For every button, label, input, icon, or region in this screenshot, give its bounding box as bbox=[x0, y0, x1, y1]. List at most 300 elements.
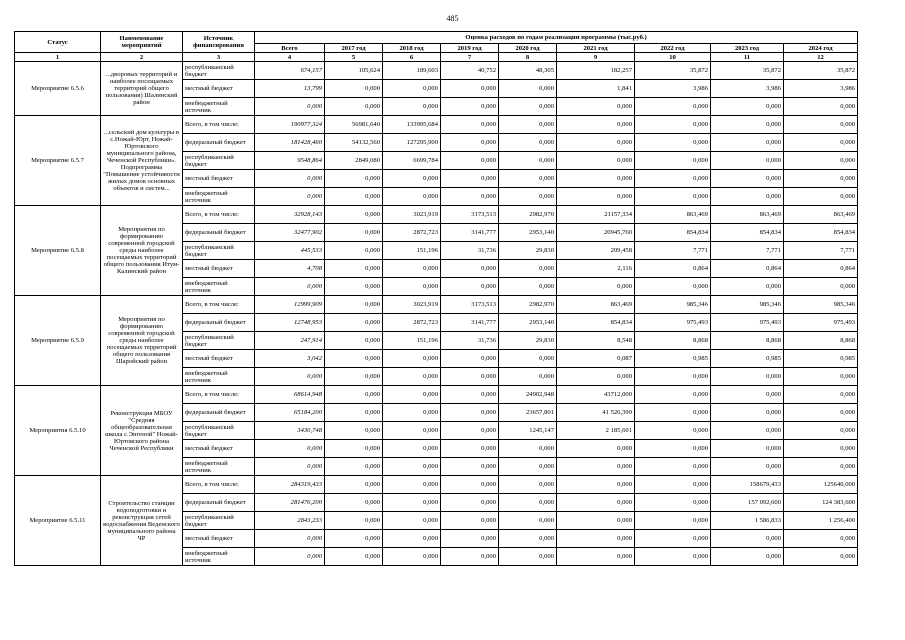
year-value-cell: 0,000 bbox=[784, 98, 858, 116]
year-value-cell: 0,000 bbox=[557, 134, 635, 152]
year-value-cell: 0,000 bbox=[441, 494, 499, 512]
year-value-cell: 0,000 bbox=[441, 512, 499, 530]
year-value-cell: 41 526,399 bbox=[557, 404, 635, 422]
year-value-cell: 0,000 bbox=[325, 260, 383, 278]
year-value-cell: 3141,777 bbox=[441, 314, 499, 332]
header-year: 2020 год bbox=[499, 44, 557, 53]
source-cell: внебюджетный источник bbox=[183, 458, 255, 476]
year-value-cell: 0,000 bbox=[325, 368, 383, 386]
year-value-cell: 0,000 bbox=[441, 422, 499, 440]
year-value-cell: 0,000 bbox=[383, 494, 441, 512]
year-value-cell: 1 586,833 bbox=[711, 512, 784, 530]
total-value-cell: 0,000 bbox=[255, 548, 325, 566]
year-value-cell: 0,000 bbox=[499, 278, 557, 296]
year-value-cell: 0,000 bbox=[499, 80, 557, 98]
year-value-cell: 1245,147 bbox=[499, 422, 557, 440]
year-value-cell: 0,000 bbox=[499, 116, 557, 134]
year-value-cell: 0,000 bbox=[441, 260, 499, 278]
year-value-cell: 0,000 bbox=[325, 278, 383, 296]
year-value-cell: 2953,140 bbox=[499, 314, 557, 332]
year-value-cell: 0,000 bbox=[441, 80, 499, 98]
year-value-cell: 29,830 bbox=[499, 332, 557, 350]
source-cell: федеральный бюджет bbox=[183, 314, 255, 332]
year-value-cell: 0,000 bbox=[784, 170, 858, 188]
total-value-cell: 32928,143 bbox=[255, 206, 325, 224]
year-value-cell: 0,000 bbox=[383, 440, 441, 458]
year-value-cell: 0,000 bbox=[711, 170, 784, 188]
year-value-cell: 0,000 bbox=[711, 440, 784, 458]
year-value-cell: 3,986 bbox=[784, 80, 858, 98]
year-value-cell: 0,000 bbox=[784, 404, 858, 422]
year-value-cell: 0,000 bbox=[499, 512, 557, 530]
activity-name-cell: Строительство станции водоподготовки и реконструкция сетей водоснабжения Веденского муниципального района ЧР bbox=[101, 476, 183, 566]
year-value-cell: 151,196 bbox=[383, 332, 441, 350]
year-value-cell: 0,000 bbox=[635, 512, 711, 530]
year-value-cell: 2849,080 bbox=[325, 152, 383, 170]
year-value-cell: 40,752 bbox=[441, 62, 499, 80]
year-value-cell: 54132,560 bbox=[325, 134, 383, 152]
year-value-cell: 2982,970 bbox=[499, 296, 557, 314]
expense-table bbox=[14, 31, 858, 566]
year-value-cell: 35,872 bbox=[711, 62, 784, 80]
year-value-cell: 0,000 bbox=[499, 368, 557, 386]
year-value-cell: 0,000 bbox=[711, 386, 784, 404]
year-value-cell: 2,116 bbox=[557, 260, 635, 278]
year-value-cell: 35,872 bbox=[635, 62, 711, 80]
year-value-cell: 0,000 bbox=[557, 368, 635, 386]
column-index: 7 bbox=[441, 53, 499, 62]
total-value-cell: 0,000 bbox=[255, 278, 325, 296]
year-value-cell: 0,000 bbox=[499, 170, 557, 188]
year-value-cell: 985,346 bbox=[784, 296, 858, 314]
source-cell: местный бюджет bbox=[183, 260, 255, 278]
year-value-cell: 21157,334 bbox=[557, 206, 635, 224]
year-value-cell: 0,000 bbox=[711, 404, 784, 422]
year-value-cell: 0,000 bbox=[557, 458, 635, 476]
year-value-cell: 0,000 bbox=[784, 548, 858, 566]
year-value-cell: 0,000 bbox=[325, 98, 383, 116]
year-value-cell: 8,868 bbox=[784, 332, 858, 350]
year-value-cell: 0,000 bbox=[325, 530, 383, 548]
year-value-cell: 0,000 bbox=[784, 368, 858, 386]
year-value-cell: 0,000 bbox=[383, 458, 441, 476]
year-value-cell: 0,000 bbox=[383, 278, 441, 296]
year-value-cell: 0,000 bbox=[441, 188, 499, 206]
year-value-cell: 31,736 bbox=[441, 242, 499, 260]
year-value-cell: 0,000 bbox=[711, 530, 784, 548]
year-value-cell: 0,000 bbox=[499, 530, 557, 548]
year-value-cell: 0,000 bbox=[441, 530, 499, 548]
column-index: 9 bbox=[557, 53, 635, 62]
year-value-cell: 0,000 bbox=[557, 188, 635, 206]
year-value-cell: 35,872 bbox=[784, 62, 858, 80]
table-row bbox=[15, 386, 858, 404]
year-value-cell: 0,000 bbox=[635, 458, 711, 476]
year-value-cell: 48,305 bbox=[499, 62, 557, 80]
year-value-cell: 2872,723 bbox=[383, 314, 441, 332]
source-cell: местный бюджет bbox=[183, 440, 255, 458]
year-value-cell: 0,000 bbox=[441, 170, 499, 188]
activity-name-cell: ...дворовых территорий и наиболее посещаемых территорий общего пользования) Шалинский район bbox=[101, 62, 183, 116]
total-value-cell: 674,157 bbox=[255, 62, 325, 80]
column-index: 11 bbox=[711, 53, 784, 62]
status-cell: Мероприятие 6.5.8 bbox=[15, 206, 101, 296]
year-value-cell: 0,000 bbox=[557, 278, 635, 296]
year-value-cell: 43712,000 bbox=[557, 386, 635, 404]
year-value-cell: 0,000 bbox=[635, 422, 711, 440]
source-cell: федеральный бюджет bbox=[183, 494, 255, 512]
column-index: 3 bbox=[183, 53, 255, 62]
year-value-cell: 0,000 bbox=[711, 152, 784, 170]
year-value-cell: 0,000 bbox=[383, 260, 441, 278]
year-value-cell: 0,000 bbox=[499, 152, 557, 170]
year-value-cell: 0,000 bbox=[635, 548, 711, 566]
year-value-cell: 0,000 bbox=[325, 476, 383, 494]
year-value-cell: 3173,513 bbox=[441, 296, 499, 314]
year-value-cell: 0,000 bbox=[325, 80, 383, 98]
total-value-cell: 3,042 bbox=[255, 350, 325, 368]
year-value-cell: 3173,513 bbox=[441, 206, 499, 224]
total-value-cell: 190977,324 bbox=[255, 116, 325, 134]
year-value-cell: 0,000 bbox=[441, 278, 499, 296]
year-value-cell: 0,000 bbox=[635, 476, 711, 494]
source-cell: местный бюджет bbox=[183, 80, 255, 98]
year-value-cell: 7,771 bbox=[711, 242, 784, 260]
column-index: 12 bbox=[784, 53, 858, 62]
year-value-cell: 0,000 bbox=[325, 332, 383, 350]
year-value-cell: 0,000 bbox=[441, 116, 499, 134]
year-value-cell: 0,000 bbox=[383, 80, 441, 98]
year-value-cell: 6699,784 bbox=[383, 152, 441, 170]
activity-name-cell: Мероприятия по формированию современной городской среды наиболее посещаемых территорий общего пользования Итум-Калинский район bbox=[101, 206, 183, 296]
source-cell: республиканский бюджет bbox=[183, 332, 255, 350]
year-value-cell: 0,000 bbox=[383, 386, 441, 404]
table-row bbox=[15, 206, 858, 224]
source-cell: внебюджетный источник bbox=[183, 368, 255, 386]
year-value-cell: 0,985 bbox=[784, 350, 858, 368]
year-value-cell: 3,986 bbox=[711, 80, 784, 98]
year-value-cell: 0,000 bbox=[325, 170, 383, 188]
year-value-cell: 0,000 bbox=[557, 440, 635, 458]
source-cell: республиканский бюджет bbox=[183, 242, 255, 260]
year-value-cell: 0,000 bbox=[499, 188, 557, 206]
total-value-cell: 0,000 bbox=[255, 368, 325, 386]
total-value-cell: 284319,433 bbox=[255, 476, 325, 494]
header-estimate: Оценка расходов по годам реализации программы (тыс.руб.) bbox=[255, 32, 858, 44]
year-value-cell: 105,624 bbox=[325, 62, 383, 80]
year-value-cell: 125640,000 bbox=[784, 476, 858, 494]
year-value-cell: 0,000 bbox=[784, 278, 858, 296]
column-index: 10 bbox=[635, 53, 711, 62]
year-value-cell: 0,000 bbox=[325, 404, 383, 422]
year-value-cell: 0,000 bbox=[784, 386, 858, 404]
year-value-cell: 24902,948 bbox=[499, 386, 557, 404]
year-value-cell: 8,548 bbox=[557, 332, 635, 350]
year-value-cell: 20945,760 bbox=[557, 224, 635, 242]
year-value-cell: 0,864 bbox=[711, 260, 784, 278]
year-value-cell: 0,000 bbox=[325, 422, 383, 440]
year-value-cell: 8,868 bbox=[711, 332, 784, 350]
year-value-cell: 0,000 bbox=[441, 476, 499, 494]
year-value-cell: 2953,140 bbox=[499, 224, 557, 242]
year-value-cell: 0,000 bbox=[383, 512, 441, 530]
year-value-cell: 0,000 bbox=[784, 116, 858, 134]
year-value-cell: 0,000 bbox=[711, 458, 784, 476]
year-value-cell: 0,000 bbox=[383, 404, 441, 422]
year-value-cell: 0,000 bbox=[499, 458, 557, 476]
source-cell: республиканский бюджет bbox=[183, 422, 255, 440]
year-value-cell: 29,830 bbox=[499, 242, 557, 260]
year-value-cell: 2982,970 bbox=[499, 206, 557, 224]
year-value-cell: 0,000 bbox=[383, 530, 441, 548]
year-value-cell: 0,000 bbox=[441, 134, 499, 152]
year-value-cell: 0,000 bbox=[325, 224, 383, 242]
year-value-cell: 0,000 bbox=[635, 188, 711, 206]
header-total: Всего bbox=[255, 44, 325, 53]
status-cell: Мероприятие 6.5.7 bbox=[15, 116, 101, 206]
year-value-cell: 0,000 bbox=[325, 242, 383, 260]
total-value-cell: 0,000 bbox=[255, 98, 325, 116]
table-header bbox=[15, 32, 858, 62]
year-value-cell: 0,000 bbox=[325, 548, 383, 566]
year-value-cell: 0,000 bbox=[499, 350, 557, 368]
year-value-cell: 0,000 bbox=[557, 170, 635, 188]
year-value-cell: 854,834 bbox=[557, 314, 635, 332]
year-value-cell: 0,985 bbox=[711, 350, 784, 368]
year-value-cell: 2 185,601 bbox=[557, 422, 635, 440]
total-value-cell: 0,000 bbox=[255, 458, 325, 476]
year-value-cell: 0,000 bbox=[635, 116, 711, 134]
year-value-cell: 189,603 bbox=[383, 62, 441, 80]
year-value-cell: 0,000 bbox=[557, 512, 635, 530]
source-cell: федеральный бюджет bbox=[183, 224, 255, 242]
table-body bbox=[15, 62, 858, 566]
year-value-cell: 0,000 bbox=[784, 530, 858, 548]
column-index: 1 bbox=[15, 53, 101, 62]
year-value-cell: 0,000 bbox=[325, 512, 383, 530]
year-value-cell: 0,000 bbox=[711, 116, 784, 134]
header-source: Источник финансирования bbox=[183, 32, 255, 53]
year-value-cell: 0,000 bbox=[635, 278, 711, 296]
year-value-cell: 0,000 bbox=[635, 386, 711, 404]
year-value-cell: 124 383,600 bbox=[784, 494, 858, 512]
source-cell: республиканский бюджет bbox=[183, 152, 255, 170]
year-value-cell: 0,000 bbox=[784, 152, 858, 170]
year-value-cell: 3023,919 bbox=[383, 206, 441, 224]
year-value-cell: 0,000 bbox=[325, 296, 383, 314]
year-value-cell: 0,000 bbox=[383, 98, 441, 116]
year-value-cell: 863,469 bbox=[784, 206, 858, 224]
header-year: 2022 год bbox=[635, 44, 711, 53]
year-value-cell: 0,000 bbox=[635, 530, 711, 548]
year-value-cell: 127295,900 bbox=[383, 134, 441, 152]
year-value-cell: 0,000 bbox=[635, 440, 711, 458]
table-row bbox=[15, 296, 858, 314]
year-value-cell: 0,000 bbox=[711, 98, 784, 116]
year-value-cell: 0,000 bbox=[383, 170, 441, 188]
source-cell: внебюджетный источник bbox=[183, 548, 255, 566]
year-value-cell: 0,000 bbox=[784, 440, 858, 458]
header-year: 2017 год bbox=[325, 44, 383, 53]
year-value-cell: 0,000 bbox=[557, 152, 635, 170]
table-row bbox=[15, 62, 858, 80]
year-value-cell: 1,841 bbox=[557, 80, 635, 98]
year-value-cell: 0,000 bbox=[383, 188, 441, 206]
activity-name-cell: ...сельский дом культуры в с.Ножай-Юрт, Ножай-Юртовского муниципального района, Чеченской Республики». Подпрограмма "Повышение устойчивости жилых домов основных объектов и систем... bbox=[101, 116, 183, 206]
year-value-cell: 0,000 bbox=[635, 494, 711, 512]
source-cell: местный бюджет bbox=[183, 350, 255, 368]
source-cell: федеральный бюджет bbox=[183, 134, 255, 152]
year-value-cell: 31,736 bbox=[441, 332, 499, 350]
year-value-cell: 151,196 bbox=[383, 242, 441, 260]
header-year: 2023 год bbox=[711, 44, 784, 53]
year-value-cell: 0,000 bbox=[711, 368, 784, 386]
year-value-cell: 0,000 bbox=[499, 494, 557, 512]
column-index: 2 bbox=[101, 53, 183, 62]
year-value-cell: 0,000 bbox=[383, 548, 441, 566]
year-value-cell: 56981,640 bbox=[325, 116, 383, 134]
year-value-cell: 0,000 bbox=[325, 458, 383, 476]
year-value-cell: 8,868 bbox=[635, 332, 711, 350]
year-value-cell: 0,000 bbox=[441, 98, 499, 116]
year-value-cell: 854,834 bbox=[635, 224, 711, 242]
total-value-cell: 181428,460 bbox=[255, 134, 325, 152]
year-value-cell: 0,000 bbox=[383, 368, 441, 386]
year-value-cell: 975,493 bbox=[635, 314, 711, 332]
year-value-cell: 2872,723 bbox=[383, 224, 441, 242]
total-value-cell: 9548,864 bbox=[255, 152, 325, 170]
total-value-cell: 3430,748 bbox=[255, 422, 325, 440]
header-year: 2021 год bbox=[557, 44, 635, 53]
header-year: 2018 год bbox=[383, 44, 441, 53]
year-value-cell: 0,864 bbox=[784, 260, 858, 278]
year-value-cell: 3023,919 bbox=[383, 296, 441, 314]
year-value-cell: 0,000 bbox=[325, 188, 383, 206]
year-value-cell: 1 256,400 bbox=[784, 512, 858, 530]
source-cell: Всего, в том числе: bbox=[183, 386, 255, 404]
year-value-cell: 158679,433 bbox=[711, 476, 784, 494]
year-value-cell: 0,000 bbox=[325, 206, 383, 224]
status-cell: Мероприятие 6.5.9 bbox=[15, 296, 101, 386]
year-value-cell: 0,000 bbox=[557, 98, 635, 116]
total-value-cell: 247,914 bbox=[255, 332, 325, 350]
year-value-cell: 3,986 bbox=[635, 80, 711, 98]
year-value-cell: 0,087 bbox=[557, 350, 635, 368]
year-value-cell: 0,000 bbox=[441, 548, 499, 566]
year-value-cell: 0,000 bbox=[383, 422, 441, 440]
table-row bbox=[15, 476, 858, 494]
year-value-cell: 0,000 bbox=[441, 404, 499, 422]
source-cell: местный бюджет bbox=[183, 530, 255, 548]
year-value-cell: 0,000 bbox=[441, 350, 499, 368]
year-value-cell: 863,469 bbox=[635, 206, 711, 224]
source-cell: внебюджетный источник bbox=[183, 278, 255, 296]
page-number: 485 bbox=[446, 14, 459, 23]
source-cell: местный бюджет bbox=[183, 170, 255, 188]
total-value-cell: 0,000 bbox=[255, 170, 325, 188]
header-status: Статус bbox=[15, 32, 101, 53]
year-value-cell: 0,000 bbox=[711, 188, 784, 206]
total-value-cell: 4,708 bbox=[255, 260, 325, 278]
year-value-cell: 3141,777 bbox=[441, 224, 499, 242]
year-value-cell: 0,000 bbox=[441, 368, 499, 386]
year-value-cell: 182,257 bbox=[557, 62, 635, 80]
year-value-cell: 0,000 bbox=[325, 440, 383, 458]
year-value-cell: 0,000 bbox=[784, 134, 858, 152]
source-cell: Всего, в том числе: bbox=[183, 296, 255, 314]
year-value-cell: 0,000 bbox=[711, 422, 784, 440]
column-index: 8 bbox=[499, 53, 557, 62]
total-value-cell: 445,533 bbox=[255, 242, 325, 260]
year-value-cell: 0,000 bbox=[557, 116, 635, 134]
year-value-cell: 0,000 bbox=[635, 98, 711, 116]
header-year: 2019 год bbox=[441, 44, 499, 53]
year-value-cell: 157 092,600 bbox=[711, 494, 784, 512]
year-value-cell: 0,000 bbox=[499, 476, 557, 494]
year-value-cell: 0,000 bbox=[499, 260, 557, 278]
total-value-cell: 13,799 bbox=[255, 80, 325, 98]
year-value-cell: 23657,801 bbox=[499, 404, 557, 422]
year-value-cell: 0,000 bbox=[499, 548, 557, 566]
total-value-cell: 12999,909 bbox=[255, 296, 325, 314]
status-cell: Мероприятия 6.5.10 bbox=[15, 386, 101, 476]
source-cell: Всего, в том числе: bbox=[183, 206, 255, 224]
year-value-cell: 0,000 bbox=[499, 440, 557, 458]
year-value-cell: 0,000 bbox=[557, 476, 635, 494]
year-value-cell: 0,000 bbox=[635, 170, 711, 188]
year-value-cell: 0,985 bbox=[635, 350, 711, 368]
status-cell: Мероприятие 6.5.11 bbox=[15, 476, 101, 566]
total-value-cell: 0,000 bbox=[255, 530, 325, 548]
year-value-cell: 0,000 bbox=[499, 134, 557, 152]
year-value-cell: 0,000 bbox=[441, 458, 499, 476]
year-value-cell: 0,000 bbox=[441, 440, 499, 458]
source-cell: Всего, в том числе: bbox=[183, 116, 255, 134]
year-value-cell: 0,000 bbox=[784, 188, 858, 206]
column-index: 5 bbox=[325, 53, 383, 62]
year-value-cell: 0,000 bbox=[635, 368, 711, 386]
total-value-cell: 0,000 bbox=[255, 188, 325, 206]
year-value-cell: 0,000 bbox=[711, 548, 784, 566]
year-value-cell: 0,000 bbox=[635, 134, 711, 152]
total-value-cell: 68614,948 bbox=[255, 386, 325, 404]
year-value-cell: 0,864 bbox=[635, 260, 711, 278]
year-value-cell: 854,834 bbox=[711, 224, 784, 242]
column-index: 6 bbox=[383, 53, 441, 62]
total-value-cell: 32477,902 bbox=[255, 224, 325, 242]
total-value-cell: 12748,953 bbox=[255, 314, 325, 332]
activity-name-cell: Мероприятия по формированию современной городской среды наиболее посещаемых территорий общего пользования Шаройский район bbox=[101, 296, 183, 386]
year-value-cell: 0,000 bbox=[557, 548, 635, 566]
year-value-cell: 7,771 bbox=[784, 242, 858, 260]
source-cell: Всего, в том числе: bbox=[183, 476, 255, 494]
year-value-cell: 0,000 bbox=[325, 314, 383, 332]
source-cell: федеральный бюджет bbox=[183, 404, 255, 422]
source-cell: республиканский бюджет bbox=[183, 62, 255, 80]
year-value-cell: 0,000 bbox=[325, 350, 383, 368]
total-value-cell: 2843,233 bbox=[255, 512, 325, 530]
year-value-cell: 0,000 bbox=[784, 422, 858, 440]
year-value-cell: 0,000 bbox=[383, 350, 441, 368]
year-value-cell: 985,346 bbox=[711, 296, 784, 314]
year-value-cell: 0,000 bbox=[325, 386, 383, 404]
year-value-cell: 0,000 bbox=[711, 134, 784, 152]
year-value-cell: 0,000 bbox=[325, 494, 383, 512]
total-value-cell: 281476,200 bbox=[255, 494, 325, 512]
year-value-cell: 209,458 bbox=[557, 242, 635, 260]
year-value-cell: 0,000 bbox=[557, 494, 635, 512]
year-value-cell: 0,000 bbox=[441, 152, 499, 170]
